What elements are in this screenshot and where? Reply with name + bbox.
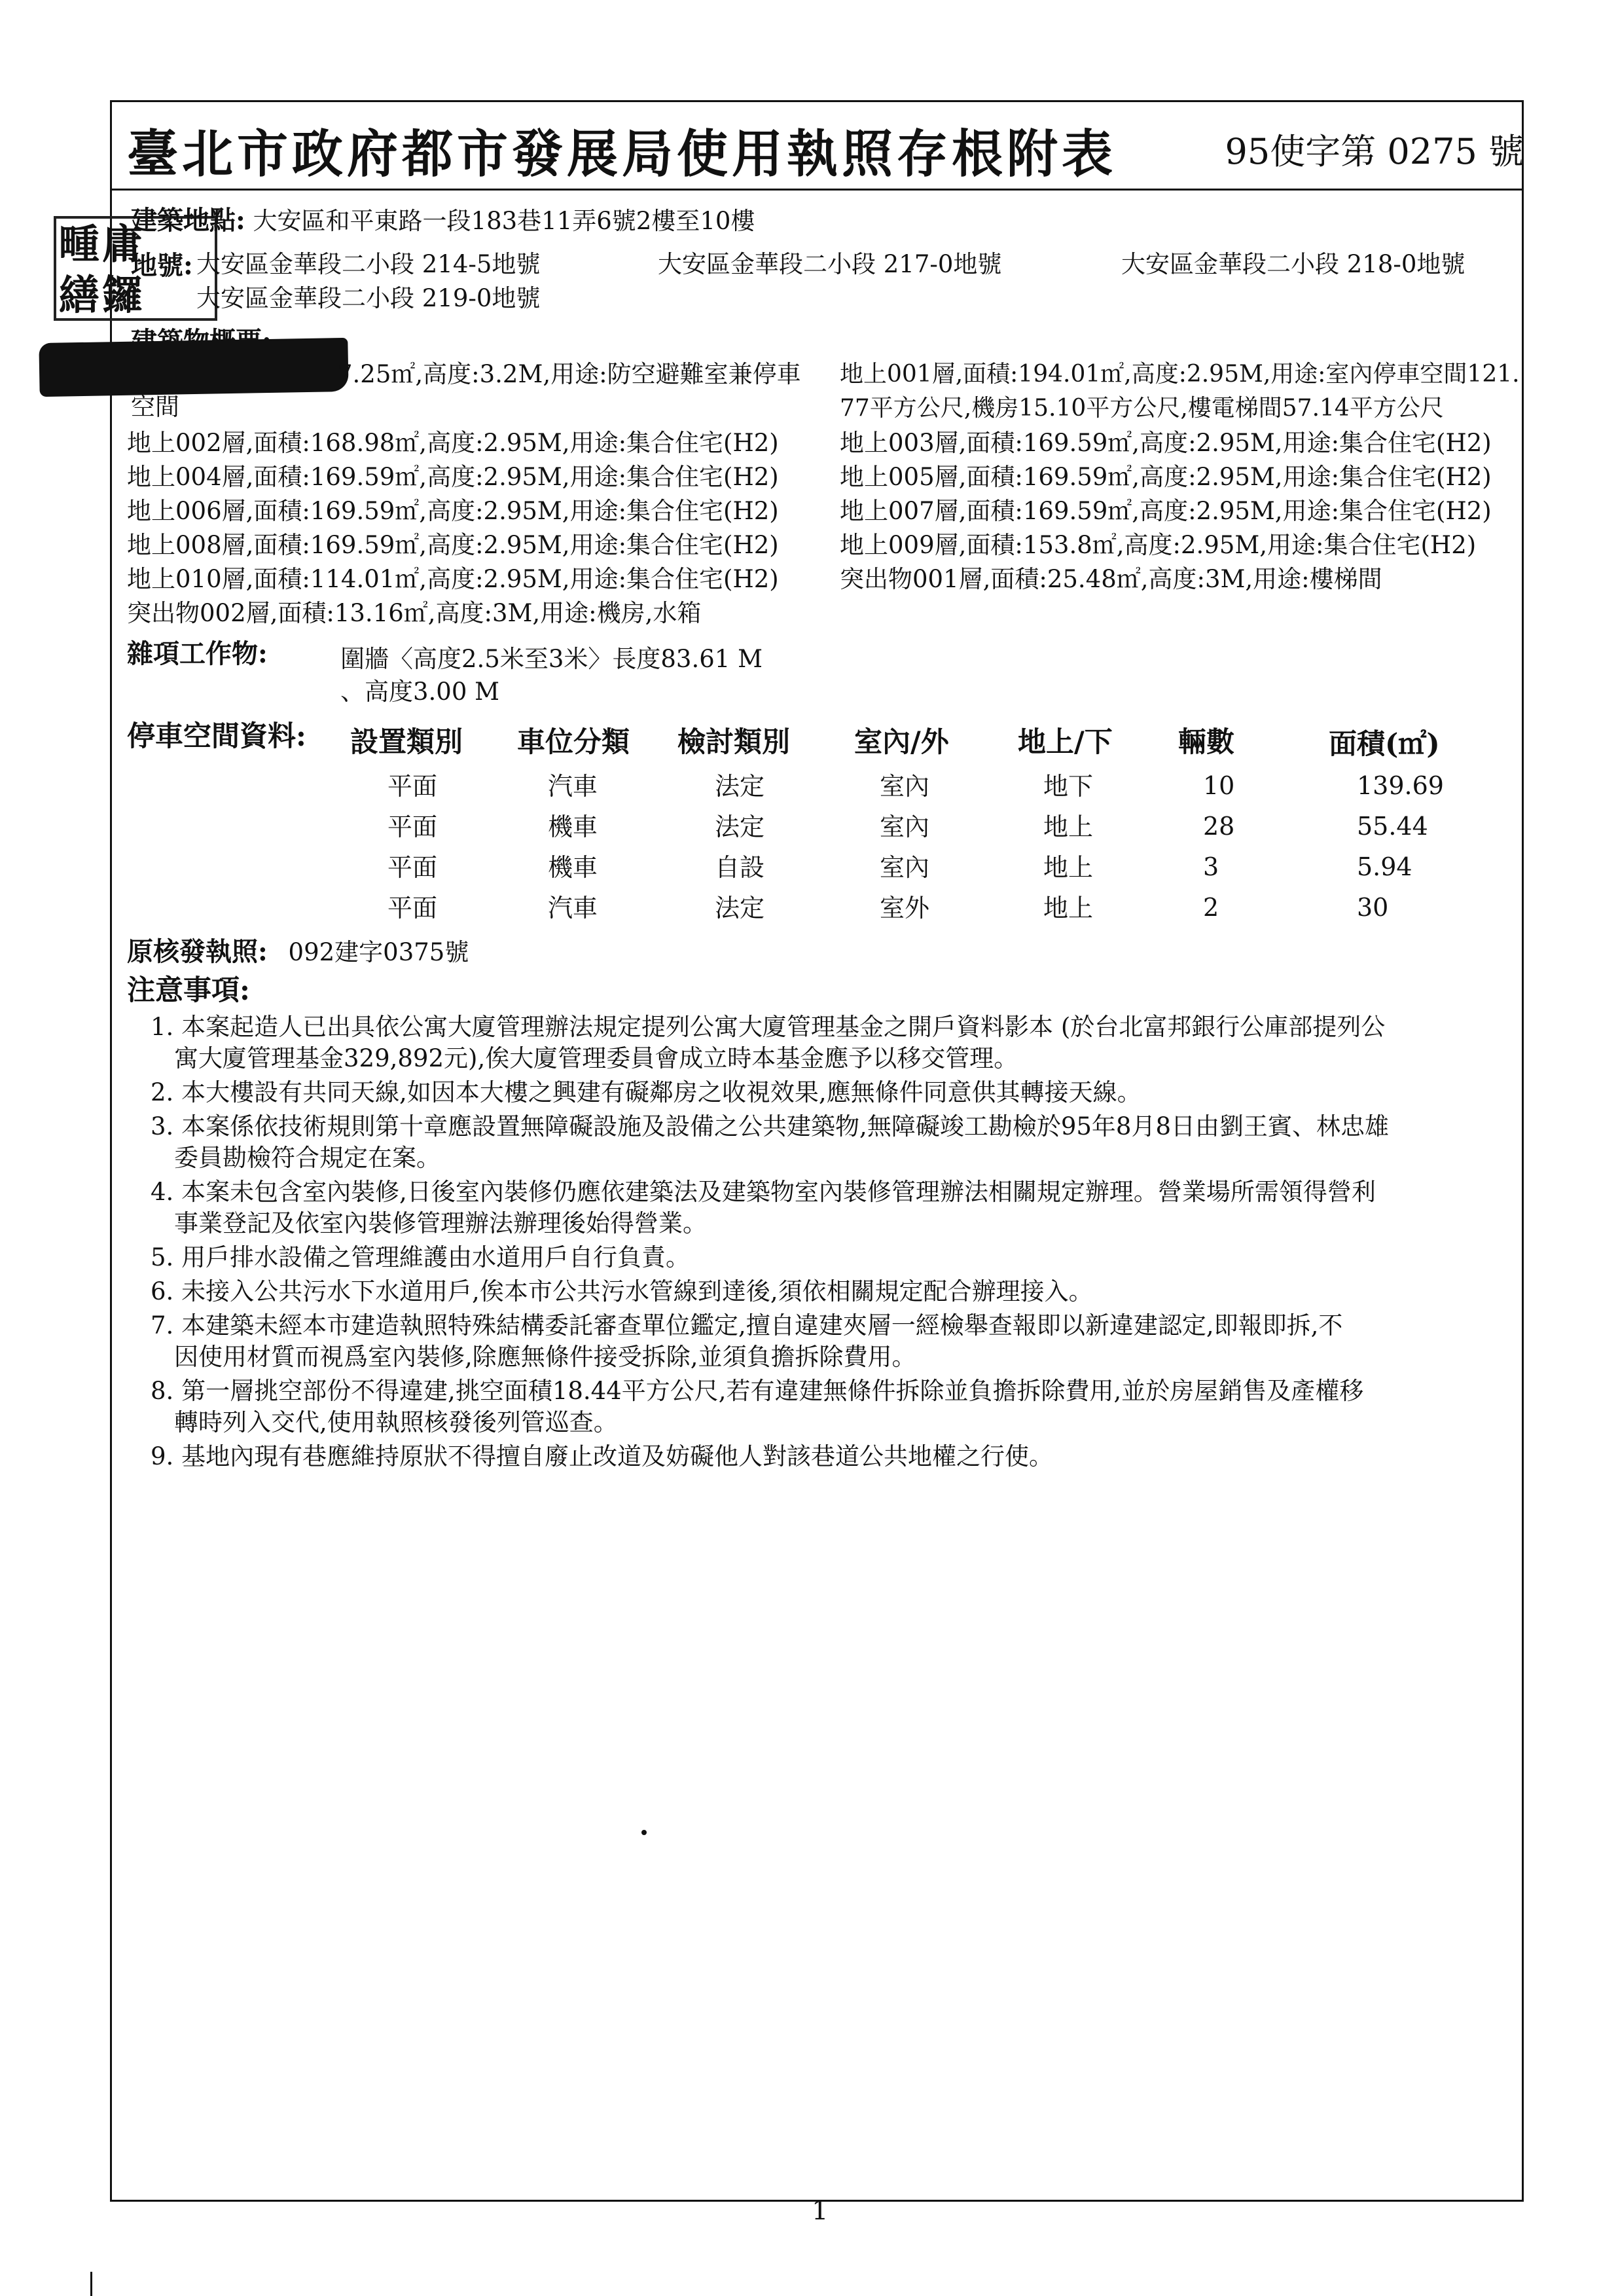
parking-cell: 5.94	[1357, 852, 1412, 881]
scan-edge-mark	[90, 2272, 92, 2296]
overview-left-line: 地上002層,面積:168.98㎡,高度:2.95M,用途:集合住宅(H2)	[127, 429, 779, 457]
note-item	[151, 1242, 1545, 1273]
parking-header: 車位分類	[517, 726, 630, 759]
original-permit-row	[127, 936, 469, 968]
note-line: 5. 用戶排水設備之管理維護由水道用戶自行負責。	[151, 1243, 691, 1271]
parking-cell: 法定	[715, 772, 765, 801]
note-line: 6. 未接入公共污水下水道用戶,俟本市公共污水管線到達後,須依相關規定配合辦理接入。	[151, 1277, 1093, 1305]
note-line: 3. 本案係依技術規則第十章應設置無障礙設施及設備之公共建築物,無障礙竣工勘檢於95年8月8日由劉王賓、林忠雄	[151, 1112, 1389, 1140]
note-line: 寓大廈管理基金329,892元),俟大廈管理委員會成立時本基金應予以移交管理。	[174, 1044, 1018, 1072]
overview-left-line: 地上010層,面積:114.01㎡,高度:2.95M,用途:集合住宅(H2)	[127, 565, 779, 593]
parking-cell: 汽車	[548, 772, 598, 801]
note-item	[151, 1310, 1545, 1373]
note-line: 委員勘檢符合規定在案。	[174, 1144, 440, 1172]
parking-cell: 地上	[1043, 812, 1094, 841]
header-box	[110, 100, 1524, 191]
parking-cell: 30	[1357, 893, 1389, 922]
overview-right-line: 地上007層,面積:169.59㎡,高度:2.95M,用途:集合住宅(H2)	[840, 497, 1492, 525]
parking-cell: 自設	[715, 853, 765, 882]
misc-works-line: 圍牆〈高度2.5米至3米〉長度83.61 M	[340, 645, 763, 673]
parking-cell: 28	[1203, 812, 1235, 841]
note-item	[151, 1276, 1545, 1307]
permit-number: 95使字第 0275 號	[1225, 131, 1524, 172]
parking-header: 地上/下	[1018, 726, 1113, 759]
note-line: 事業登記及依室內裝修管理辦法辦理後始得營業。	[174, 1209, 707, 1237]
original-permit-label: 原核發執照:	[127, 936, 268, 967]
parking-header: 設置類別	[350, 726, 463, 759]
note-item	[151, 1441, 1545, 1472]
page-number: 1	[812, 2196, 829, 2226]
parking-label: 停車空間資料:	[127, 720, 306, 753]
parking-cell: 地下	[1043, 772, 1094, 801]
parking-cell: 2	[1203, 893, 1219, 922]
overview-left-line: 地上004層,面積:169.59㎡,高度:2.95M,用途:集合住宅(H2)	[127, 463, 779, 491]
parking-cell: 平面	[387, 812, 438, 841]
parking-header: 檢討類別	[677, 726, 790, 759]
overview-right-line: 地上009層,面積:153.8㎡,高度:2.95M,用途:集合住宅(H2)	[840, 531, 1477, 559]
parking-cell: 法定	[715, 894, 765, 922]
parking-cell: 139.69	[1357, 771, 1444, 800]
note-line: 7. 本建築未經本市建造執照特殊結構委託審查單位鑑定,擅自違建夾層一經檢舉查報即以新違建認定,即報即拆,不	[151, 1311, 1343, 1339]
parking-cell: 平面	[387, 853, 438, 882]
scan-speck	[641, 1830, 647, 1835]
note-item	[151, 1011, 1545, 1074]
parking-cell: 室外	[880, 894, 930, 922]
note-item	[151, 1176, 1545, 1239]
stamp-line-1: 畽庸	[59, 220, 146, 268]
original-permit-value: 092建字0375號	[288, 938, 469, 966]
parking-cell: 3	[1203, 852, 1219, 881]
overview-right-line: 突出物001層,面積:25.48㎡,高度:3M,用途:樓梯間	[840, 565, 1382, 593]
parking-header: 室內/外	[854, 726, 949, 759]
notes-label: 注意事項:	[127, 974, 250, 1007]
document-title: 臺北市政府都市發展局使用執照存根附表	[127, 124, 1117, 184]
parking-cell: 地上	[1043, 853, 1094, 882]
redaction-mark	[39, 338, 348, 397]
overview-left-line: 地上006層,面積:169.59㎡,高度:2.95M,用途:集合住宅(H2)	[127, 497, 779, 525]
lot-item: 大安區金華段二小段 214-5地號	[196, 250, 541, 278]
parking-cell: 法定	[715, 812, 765, 841]
stamp-line-2: 繕鑼	[59, 271, 146, 319]
lots-label: 地號:	[131, 250, 193, 281]
overview-right-line: 77平方公尺,機房15.10平方公尺,樓電梯間57.14平方公尺	[840, 395, 1444, 422]
misc-works-label: 雜項工作物:	[127, 638, 268, 669]
parking-cell: 地上	[1043, 894, 1094, 922]
parking-cell: 室內	[880, 772, 930, 801]
overview-right-line: 地上005層,面積:169.59㎡,高度:2.95M,用途:集合住宅(H2)	[840, 463, 1492, 491]
parking-cell: 平面	[387, 894, 438, 922]
note-line: 因使用材質而視爲室內裝修,除應無條件接受拆除,並須負擔拆除費用。	[174, 1343, 916, 1371]
overview-left-line: 地上008層,面積:169.59㎡,高度:2.95M,用途:集合住宅(H2)	[127, 531, 779, 559]
overview-right-line: 地上001層,面積:194.01㎡,高度:2.95M,用途:室內停車空間121.	[840, 361, 1520, 388]
note-item	[151, 1111, 1545, 1174]
overview-right-line: 地上003層,面積:169.59㎡,高度:2.95M,用途:集合住宅(H2)	[840, 429, 1492, 457]
parking-cell: 平面	[387, 772, 438, 801]
note-item	[151, 1376, 1545, 1438]
note-line: 1. 本案起造人已出具依公寓大廈管理辦法規定提列公寓大廈管理基金之開戶資料影本 (於台北富邦銀行公庫部提列公	[151, 1013, 1386, 1041]
note-line: 2. 本大樓設有共同天線,如因本大樓之興建有礙鄰房之收視效果,應無條件同意供其轉接天線。	[151, 1078, 1142, 1106]
note-line: 8. 第一層挑空部份不得違建,挑空面積18.44平方公尺,若有違建無條件拆除並負擔拆除費用,並於房屋銷售及產權移	[151, 1377, 1364, 1405]
parking-cell: 室內	[880, 812, 930, 841]
lot-item: 大安區金華段二小段 218-0地號	[1121, 250, 1465, 278]
overview-left-line: 7.25㎡,高度:3.2M,用途:防空避難室兼停車	[337, 360, 801, 388]
parking-cell: 55.44	[1357, 812, 1428, 841]
parking-cell: 室內	[880, 853, 930, 882]
parking-cell: 汽車	[548, 894, 598, 922]
note-line: 4. 本案未包含室內裝修,日後室內裝修仍應依建築法及建築物室內裝修管理辦法相關規定辦理。營業場所需領得營利	[151, 1178, 1376, 1206]
parking-cell: 機車	[548, 812, 598, 841]
misc-works-line: 、高度3.00 M	[340, 678, 500, 706]
parking-cell: 機車	[548, 853, 598, 882]
overview-left-line: 空間	[131, 393, 179, 421]
parking-header: 面積(㎡)	[1329, 728, 1440, 761]
note-line: 9. 基地內現有巷應維持原狀不得擅自廢止改道及妨礙他人對該巷道公共地權之行使。	[151, 1442, 1054, 1470]
lot-item: 大安區金華段二小段 217-0地號	[658, 250, 1002, 278]
address-value: 大安區和平東路一段183巷11弄6號2樓至10樓	[253, 207, 755, 235]
note-item	[151, 1077, 1545, 1108]
parking-header: 輛數	[1178, 726, 1234, 759]
address-row	[131, 205, 755, 236]
overview-left-line: 突出物002層,面積:13.16㎡,高度:3M,用途:機房,水箱	[127, 599, 702, 627]
lot-item: 大安區金華段二小段 219-0地號	[196, 284, 541, 312]
parking-cell: 10	[1203, 771, 1235, 800]
note-line: 轉時列入交代,使用執照核發後列管巡查。	[174, 1408, 618, 1436]
address-label: 建築地點:	[131, 205, 245, 236]
